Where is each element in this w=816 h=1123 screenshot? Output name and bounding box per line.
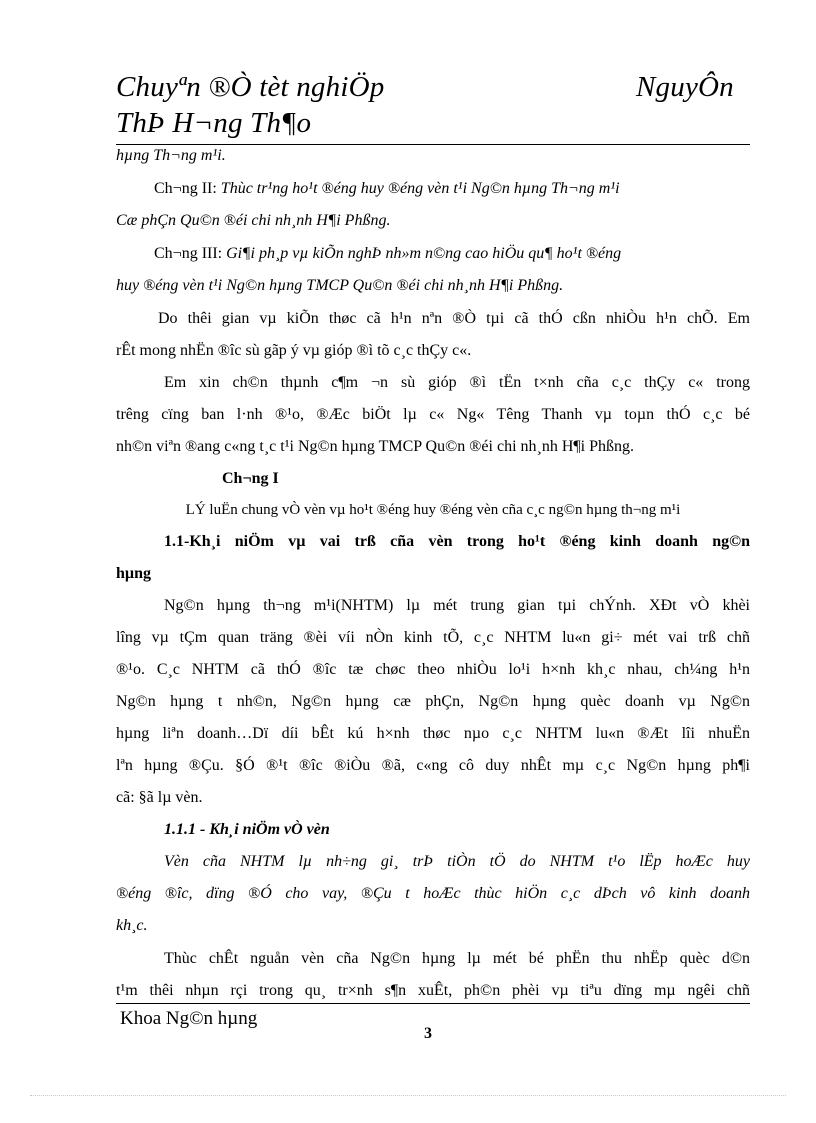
section-heading-cont: hµng — [116, 565, 152, 582]
body-line: Cæ phÇn Qu©n ®éi chi nh¸nh H¶i Phßng. — [116, 212, 391, 229]
outline-text: Thùc tr¹ng ho¹t ®éng huy ®éng vèn t¹i Ng©n hµng Th¬ng m¹i — [220, 180, 620, 197]
footer-department: Khoa Ng©n hµng — [120, 1008, 258, 1029]
paragraph-line: Do thêi gian vµ kiÕn thøc cã h¹n nªn ®Ò tµi cã thÓ cßn nhiÒu h¹n chÕ. Em — [158, 310, 750, 327]
outline-text: Gi¶i ph¸p vµ kiÕn nghÞ nh»m n©ng cao hiÖu qu¶ ho¹t ®éng — [226, 245, 622, 262]
chapter-title: LÝ luËn chung vÒ vèn vµ ho¹t ®éng huy ®éng vèn cña c¸c ng©n hµng th¬ng m¹i — [185, 502, 681, 518]
paragraph-line: Ng©n hµng th¬ng m¹i(NHTM) lµ mét trung gian tµi chÝnh. XÐt vÒ khèi — [164, 597, 750, 614]
header-title-left: Chuyªn ®Ò tèt nghiÖp — [116, 71, 385, 103]
paragraph-line: ®éng ®îc, dïng ®Ó cho vay, ®Çu t hoÆc thùc hiÖn c¸c dÞch vô kinh doanh — [116, 885, 750, 902]
paragraph-line: Ng©n hµng t nh©n, Ng©n hµng cæ phÇn, Ng©n hµng quèc doanh vµ Ng©n — [116, 693, 750, 710]
outline-label: Ch¬ng III: — [154, 245, 227, 262]
paragraph-line: t¹m thêi nhµn rçi trong qu¸ tr×nh s¶n xuÊt, ph©n phèi vµ tiªu dïng mµ ngêi chñ — [116, 982, 750, 999]
paragraph-line: rÊt mong nhËn ®îc sù gãp ý vµ gióp ®ì tõ c¸c thÇy c«. — [116, 342, 472, 359]
paragraph-line: trêng cïng ban l·nh ®¹o, ®Æc biÖt lµ c« Ng« Têng Thanh vµ toµn thÓ c¸c bé — [116, 406, 750, 423]
header-subtitle: ThÞ H¬ng Th¶o — [116, 107, 312, 139]
paragraph-line: Thùc chÊt nguån vèn cña Ng©n hµng lµ mét bé phËn thu nhËp quèc d©n — [164, 950, 750, 967]
outline-label: Ch¬ng II: — [154, 180, 221, 197]
section-heading: 1.1-Kh¸i niÖm vµ vai trß cña vèn trong ho¹t ®éng kinh doanh ng©n — [164, 533, 750, 550]
page-break-line — [30, 1095, 786, 1096]
chapter-outline-item — [116, 180, 750, 198]
paragraph-line: cã: §ã lµ vèn. — [116, 789, 203, 806]
paragraph-line: hµng liªn doanh…Dï díi bÊt kú h×nh thøc nµo c¸c NHTM lu«n ®Æt lîi nhuËn — [116, 725, 750, 742]
paragraph-line: Vèn cña NHTM lµ nh÷ng gi¸ trÞ tiÒn tÖ do NHTM t¹o lËp hoÆc huy — [164, 853, 750, 870]
chapter-outline-item — [116, 245, 750, 263]
paragraph-line: ®¹o. C¸c NHTM cã thÓ ®îc tæ chøc theo nhiÒu lo¹i h×nh kh¸c nhau, ch¼ng h¹n — [116, 661, 750, 678]
paragraph-line: lîng vµ tÇm quan träng ®èi víi nÒn kinh tÕ, c¸c NHTM lu«n gi÷ mét vai trß chñ — [116, 629, 750, 646]
page-number: 3 — [424, 1025, 432, 1042]
paragraph-line: Em xin ch©n thµnh c¶m ¬n sù gióp ®ì tËn t×nh cña c¸c thÇy c« trong — [164, 374, 750, 391]
subsection-heading: 1.1.1 - Kh¸i niÖm vÒ vèn — [164, 821, 330, 838]
paragraph-line: lªn hµng ®Çu. §Ó ®¹t ®îc ®iÒu ®ã, c«ng cô duy nhÊt mµ c¸c Ng©n hµng ph¶i — [116, 757, 750, 774]
chapter-heading: Ch¬ng I — [222, 470, 279, 487]
footer-divider — [116, 1003, 750, 1004]
body-line: hµng Th¬ng m¹i. — [116, 147, 226, 164]
paragraph-line: kh¸c. — [116, 917, 148, 934]
body-line: huy ®éng vèn t¹i Ng©n hµng TMCP Qu©n ®éi chi nh¸nh H¶i Phßng. — [116, 277, 564, 294]
header-divider — [116, 144, 750, 145]
header-title-right: NguyÔn — [636, 71, 734, 103]
paragraph-line: nh©n viªn ®ang c«ng t¸c t¹i Ng©n hµng TMCP Qu©n ®éi chi nh¸nh H¶i Phßng. — [116, 438, 634, 455]
